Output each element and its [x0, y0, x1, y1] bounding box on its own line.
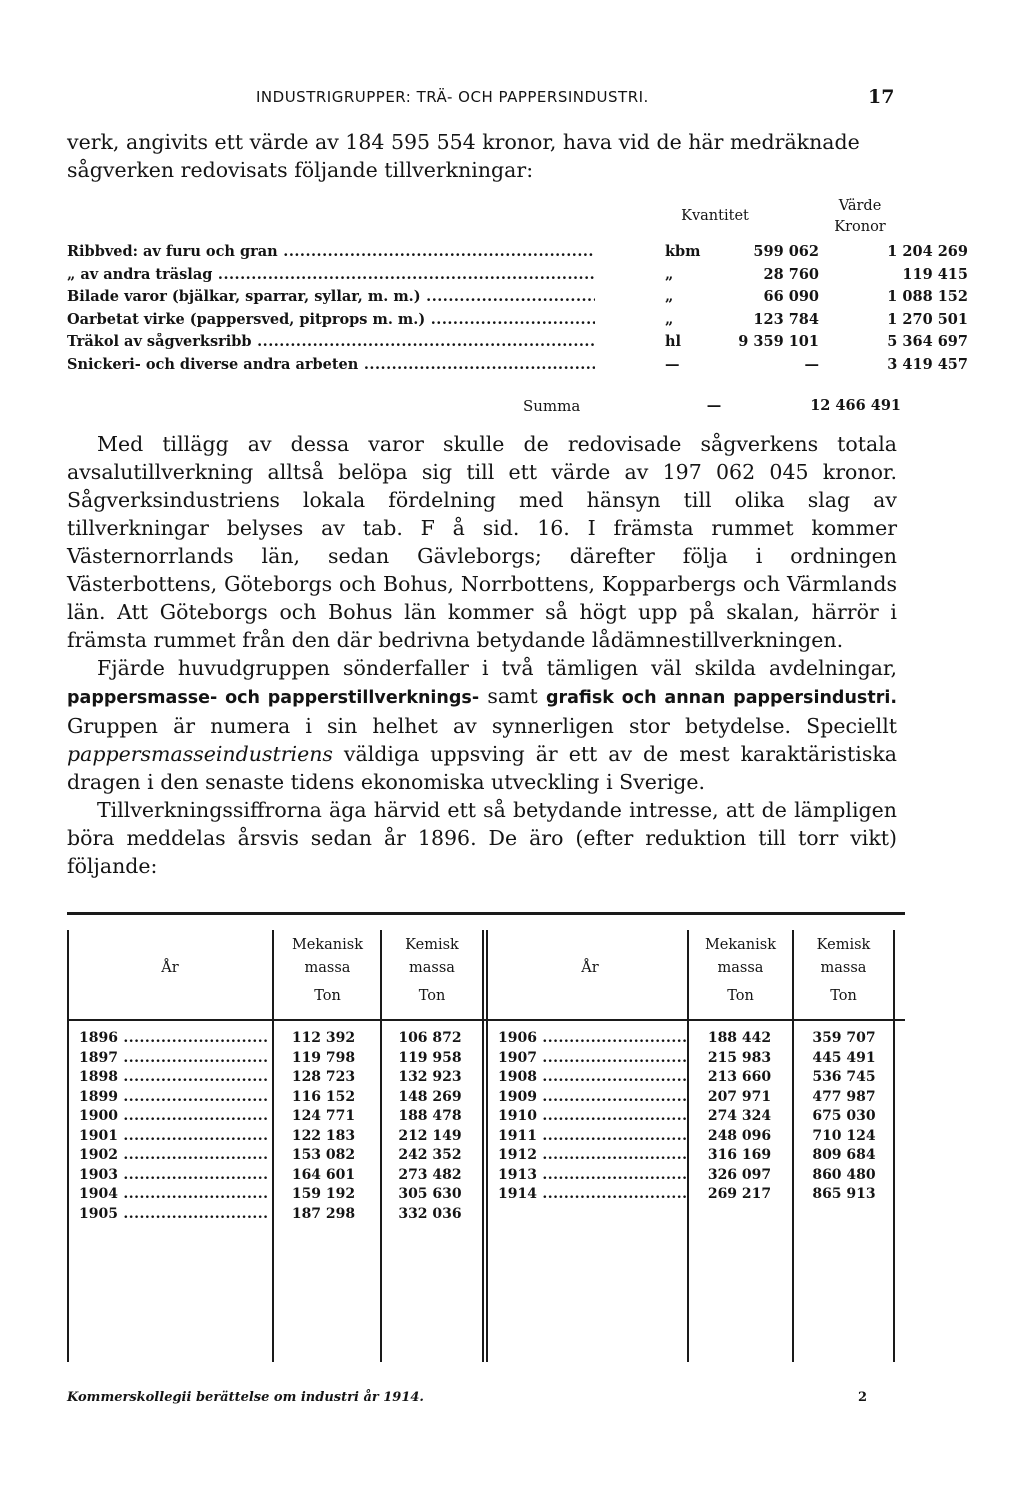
table2-header-unit: Ton [830, 988, 857, 1004]
table2-mechanical-value: 188 442 [707, 1030, 772, 1046]
table2-chemical-value: 536 745 [812, 1069, 876, 1085]
table1-header-value: Värde [838, 198, 882, 214]
table1-header-quantity: Kvantitet [681, 208, 749, 224]
table2-mechanical-value: 248 096 [707, 1127, 772, 1144]
table2-chemical-value: 477 987 [812, 1088, 876, 1105]
table2-year: 1899 ..... [79, 1089, 269, 1105]
running-header: INDUSTRIGRUPPER: TRÄ- OCH PAPPERSINDUSTRI. [256, 88, 649, 106]
table2-chemical-value: 710 124 [812, 1127, 876, 1144]
table1-row [67, 288, 968, 311]
intro-paragraph: verk, angivits ett värde av 184 595 554 kronor, hava vid de här medräknade sågverken redovisats följande tillverkningar: [67, 130, 860, 182]
table1-row-quantity: 28 760 [763, 265, 819, 283]
table1-row-unit: „ [665, 265, 674, 283]
table2-mechanical-value: 116 152 [291, 1088, 356, 1105]
table2-year: 1900 ..... [79, 1108, 269, 1124]
table1-row-label: Oarbetat virke (pappersved, pitprops m. m.) ..... [67, 311, 595, 328]
table2-divider [67, 930, 69, 1362]
table1-row-quantity: 9 359 101 [738, 333, 819, 351]
table1-row-unit: „ [665, 288, 674, 306]
table2-header-mechanical-sub: massa [304, 960, 351, 976]
table2-year: 1910 ..... [498, 1108, 688, 1124]
table1-row-unit: hl [665, 333, 682, 351]
table1-row-value: 119 415 [902, 265, 968, 283]
table2-chemical-value: 445 491 [812, 1049, 876, 1066]
table1-row-quantity: 599 062 [753, 243, 819, 260]
table2-mechanical-value: 119 798 [291, 1049, 356, 1066]
table1-row [67, 356, 968, 379]
table1-row [67, 310, 968, 334]
table1-row-value: 3 419 457 [887, 356, 968, 373]
table2-chemical-value: 212 149 [398, 1127, 462, 1144]
table2-mechanical-value: 269 217 [707, 1186, 772, 1202]
table1-row-value: 1 204 269 [887, 243, 968, 260]
table2-year: 1903 ..... [79, 1167, 269, 1183]
table2-header-mechanical: Mekanisk [291, 937, 364, 953]
table1-header-value-unit: Kronor [834, 219, 886, 235]
table2-chemical-value: 675 030 [812, 1108, 876, 1124]
table2-header-unit: Ton [418, 988, 446, 1004]
table2-chemical-value: 148 269 [398, 1088, 462, 1105]
table1-row-unit: kbm [665, 243, 701, 260]
table2-mechanical-value: 128 723 [291, 1069, 356, 1085]
table1-sum-label: Summa [523, 397, 581, 415]
table2-header-chemical: Kemisk [816, 937, 871, 953]
table1-row-quantity: — [804, 356, 819, 373]
table2-divider [486, 930, 488, 1362]
table1-row-label: Ribbved: av furu och gran ..... [67, 243, 595, 260]
table2-top-rule [67, 912, 905, 915]
table2-chemical-value: 188 478 [398, 1108, 462, 1124]
table2-chemical-value: 273 482 [398, 1166, 462, 1183]
table2-mechanical-value: 274 324 [707, 1108, 772, 1124]
body-text [67, 430, 897, 880]
table2-header-year: År [161, 960, 179, 976]
table1-row-label: Snickeri- och diverse andra arbeten ..... [67, 356, 595, 373]
table2-chemical-value: 132 923 [398, 1069, 462, 1085]
table2-year: 1908 ..... [498, 1069, 688, 1085]
table2-year: 1902 ..... [79, 1147, 269, 1163]
table2-mechanical-value: 187 298 [291, 1205, 356, 1222]
table1-row-unit: — [665, 356, 680, 373]
table1-row [67, 265, 968, 289]
table2-year: 1905 ..... [79, 1206, 269, 1222]
table1-row-label: Bilade varor (bjälkar, sparrar, syllar, m. m.) ..... [67, 288, 595, 305]
table2-chemical-value: 106 872 [398, 1030, 462, 1046]
table2-year: 1907 ..... [498, 1050, 688, 1066]
table1-sum-quantity: — [706, 397, 722, 414]
table2-mechanical-value: 124 771 [291, 1108, 356, 1124]
table2-chemical-value: 119 958 [398, 1049, 462, 1066]
table2-chemical-value: 860 480 [812, 1166, 876, 1183]
table2-year: 1912 ..... [498, 1147, 688, 1163]
table2-chemical-value: 242 352 [398, 1147, 462, 1163]
table2-mechanical-value: 207 971 [707, 1088, 772, 1105]
table1-row-label: Träkol av sågverksribb ..... [67, 333, 595, 350]
table1-row-label: „ av andra träslag ..... [67, 266, 595, 283]
table2-header-mechanical-sub: massa [717, 960, 764, 976]
footer-signature: 2 [858, 1390, 868, 1405]
table2-mechanical-value: 153 082 [291, 1147, 356, 1163]
table2-mechanical-value: 215 983 [707, 1049, 772, 1066]
table2-divider [482, 930, 484, 1362]
table2-year: 1906 ..... [498, 1030, 688, 1046]
table1-row-value: 1 088 152 [887, 288, 968, 306]
table2-mechanical-value: 112 392 [291, 1030, 356, 1046]
table1-row-unit: „ [665, 310, 674, 328]
table1-row-value: 1 270 501 [887, 310, 968, 328]
table2-year: 1913 ..... [498, 1167, 688, 1183]
table2-chemical-value: 809 684 [812, 1147, 876, 1163]
table2-header-year: År [581, 960, 599, 976]
table1-row-quantity: 123 784 [753, 310, 819, 328]
table1-row [67, 243, 968, 266]
table2-mechanical-value: 316 169 [707, 1147, 772, 1163]
table2-mechanical-value: 122 183 [291, 1127, 356, 1144]
table2-mechanical-value: 326 097 [707, 1166, 772, 1183]
table1-sum-value: 12 466 491 [810, 397, 901, 414]
table2-year: 1911 ..... [498, 1128, 688, 1144]
table2-year: 1896 ..... [79, 1030, 269, 1046]
table2-chemical-value: 865 913 [812, 1186, 876, 1202]
table2-divider [893, 930, 895, 1362]
paragraph: Tillverkningssiffrorna äga härvid ett så betydande intresse, att de lämpligen böra meddelas årsvis sedan år 1896. De äro (efter reduktion till torr vikt) följande: [67, 798, 897, 878]
table2-chemical-value: 305 630 [398, 1186, 462, 1202]
table2-mechanical-value: 164 601 [291, 1166, 356, 1183]
table1-row-value: 5 364 697 [887, 333, 968, 351]
table2-mechanical-value: 213 660 [707, 1069, 772, 1085]
table2-mechanical-value: 159 192 [291, 1186, 356, 1202]
table2-chemical-value: 359 707 [812, 1030, 876, 1046]
table1-row-quantity: 66 090 [763, 288, 819, 306]
table2-header-chemical-sub: massa [409, 960, 455, 976]
paragraph: Fjärde huvudgruppen sönderfaller i två tämligen väl skilda avdelningar, pappersmasse- och papperstillverknings- samt grafisk och annan pappersindustri. Gruppen är numera i sin helhet av synnerligen stor betydelse. Speciellt pappersmasseindustriens väldiga uppsving är ett av de mest karaktäristiska dragen i den senaste tidens ekonomiska utveckling i Sverige. [67, 656, 897, 794]
table2-header-chemical-sub: massa [820, 960, 867, 976]
table2-year: 1897 ..... [79, 1050, 269, 1066]
table2-year: 1898 ..... [79, 1069, 269, 1085]
table2-year: 1909 ..... [498, 1089, 688, 1105]
table2-header-unit: Ton [727, 988, 754, 1004]
page-number: 17 [868, 86, 895, 108]
footer-source: Kommerskollegii berättelse om industri år 1914. [67, 1390, 424, 1405]
table2-header-unit: Ton [314, 988, 341, 1004]
table2-header-chemical: Kemisk [405, 937, 459, 953]
table2-divider [272, 930, 274, 1362]
table2-chemical-value: 332 036 [398, 1205, 462, 1222]
table2-header-mechanical: Mekanisk [704, 937, 777, 953]
table2-year: 1904 ..... [79, 1186, 269, 1202]
table2-year: 1901 ..... [79, 1128, 269, 1144]
paragraph: Med tillägg av dessa varor skulle de redovisade sågverkens totala avsalutillverkning alltså belöpa sig till ett värde av 197 062 045 kronor. Sågverksindustriens lokala fördelning med hänsyn till olika slag av tillverkningar belyses av tab. F å sid. 16. I främsta rummet kommer Västernorrlands län, sedan Gävleborgs; därefter följa i ordningen Västerbottens, Göteborgs och Bohus, Norrbottens, Kopparbergs och Värmlands län. Att Göteborgs och Bohus län kommer så högt upp på skalan, härrör i främsta rummet från den där bedrivna betydande lådämnestillverkningen. [67, 432, 897, 652]
table1-row [67, 333, 968, 356]
table2-year: 1914 ..... [498, 1186, 688, 1202]
